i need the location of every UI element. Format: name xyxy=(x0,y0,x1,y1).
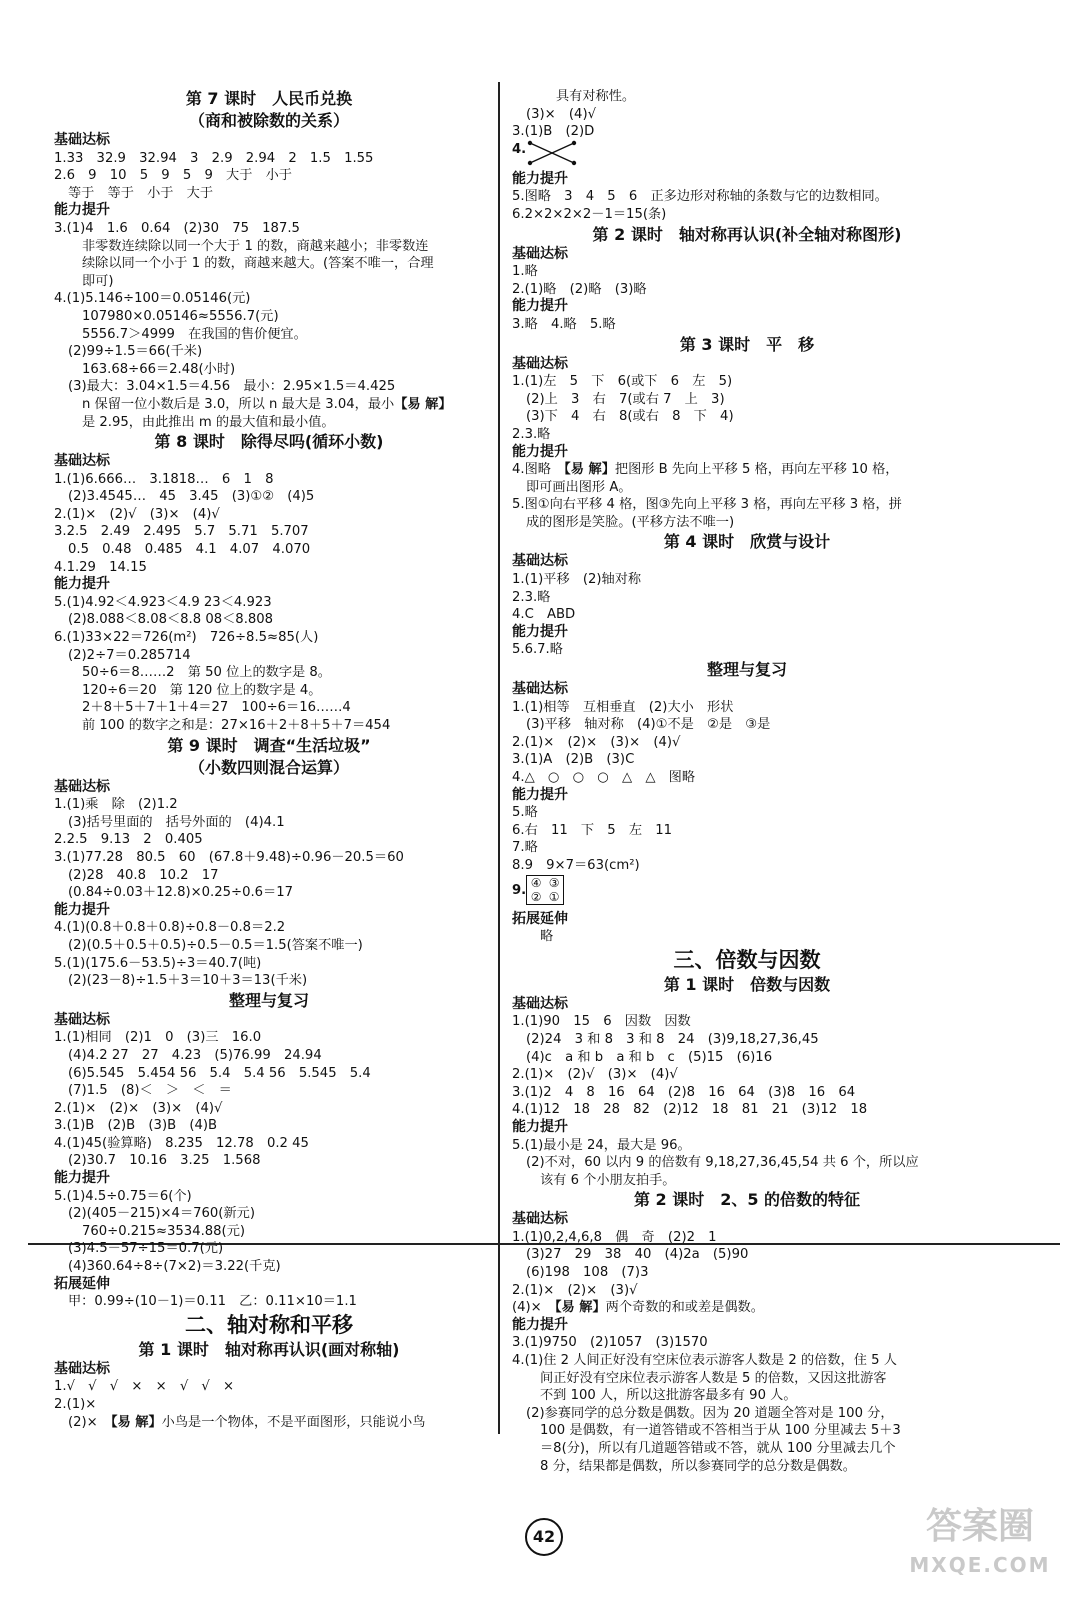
answer-line xyxy=(54,396,484,414)
tip-text: 两个奇数的和或差是偶数。 xyxy=(605,1300,764,1316)
answer-line: (2)2÷7＝0.285714 xyxy=(68,647,191,663)
answer-text: 4.图略 xyxy=(512,462,565,478)
answer-line: (2)99÷1.5＝66(千米) xyxy=(68,344,203,360)
answer-line: 1.(1)平移 (2)轴对称 xyxy=(512,572,642,588)
section-label: 能力提升 xyxy=(54,202,110,219)
answer-line: 是 2.95，由此推出 m 的最大值和最小值。 xyxy=(82,414,335,430)
answer-number: 9. xyxy=(512,882,527,898)
answer-line: 2.(1)× (2)× (3)× (4)√ xyxy=(512,734,681,750)
answer-line: 107980×0.05146≈5556.7(元) xyxy=(82,308,279,324)
answer-line: 1.(1)相等 互相垂直 (2)大小 形状 xyxy=(512,699,734,715)
tip-label: 【易 解】 xyxy=(564,462,615,478)
answer-line: 2.(1)× (2)√ (3)× (4)√ xyxy=(512,1067,678,1083)
watermark-logo xyxy=(895,1502,1065,1588)
answer-line: (3)× (4)√ xyxy=(526,106,597,122)
answer-line: 1.33 32.9 32.94 3 2.9 2.94 2 1.5 1.55 xyxy=(54,150,374,166)
answer-line: (7)1.5 (8)＜ ＞ ＜ ＝ xyxy=(68,1083,232,1099)
answer-line: 2.6 9 10 5 9 5 9 大于 小于 xyxy=(54,168,292,184)
answer-line: 2.(1)× (2)× (3)√ xyxy=(512,1282,638,1298)
answer-line: 163.68÷66＝2.48(小时) xyxy=(82,361,236,377)
section-label: 基础达标 xyxy=(512,995,568,1012)
grid-cell: ④ xyxy=(530,875,542,890)
answer-line: 5.略 xyxy=(512,805,538,821)
answer-line: (3)4.5－57÷15＝0.7(元) xyxy=(68,1241,224,1257)
grid-box xyxy=(526,875,564,905)
answer-line: 3.(1)A (2)B (3)C xyxy=(512,752,635,768)
answer-line: 1.(1)乘 除 (2)1.2 xyxy=(54,797,178,813)
answer-line: (2)参赛同学的总分数是偶数。因为 20 道题全答对是 100 分， xyxy=(526,1405,894,1421)
column-divider xyxy=(498,82,500,1434)
tip-label: 【易 解】 xyxy=(110,1414,162,1430)
matching-figure xyxy=(512,141,982,171)
answer-line: 8.9 9×7＝63(cm²) xyxy=(512,857,640,873)
section-label: 能力提升 xyxy=(54,1170,110,1187)
answer-line: 1.略 xyxy=(512,264,538,280)
answer-grid xyxy=(512,875,982,911)
section-label: 能力提升 xyxy=(54,576,110,593)
answer-line: 间正好没有空床位表示游客人数是 5 的倍数，又因这批游客 xyxy=(540,1370,887,1386)
lesson-title: 第 1 课时 轴对称再认识(画对称轴) xyxy=(138,1339,400,1359)
answer-line: 5.图①向右平移 4 格，图③先向上平移 3 格，再向左平移 3 格，拼 xyxy=(512,497,902,513)
answer-line: 前 100 的数字之和是：27×16＋2＋8＋5＋7＝454 xyxy=(82,718,391,733)
section-label: 能力提升 xyxy=(54,901,110,918)
answer-line: 1.(1)0,2,4,6,8 偶 奇 (2)2 1 xyxy=(512,1229,717,1245)
answer-line: 5.(1)最小是 24，最大是 96。 xyxy=(512,1137,691,1153)
answer-line: (4)360.64÷8÷(7×2)＝3.22(千克) xyxy=(68,1259,281,1275)
section-label: 基础达标 xyxy=(512,1211,568,1228)
answer-line: (2)(23－8)÷1.5＋3＝10＋3＝13(千米) xyxy=(68,973,308,989)
answer-line: (2)上 3 右 7(或右 7 上 3) xyxy=(526,391,725,407)
section-label: 能力提升 xyxy=(512,298,568,315)
answer-line: 甲：0.99÷(10－1)＝0.11 乙：0.11×10＝1.1 xyxy=(68,1294,357,1310)
lesson-title: 整理与复习 xyxy=(228,990,309,1010)
answer-line: 3.(1)B (2)D xyxy=(512,124,595,140)
section-label: 拓展延伸 xyxy=(512,910,568,927)
section-label: 基础达标 xyxy=(54,1360,110,1377)
answer-line: 3.2.5 2.49 2.495 5.7 5.71 5.707 xyxy=(54,524,309,540)
answer-line: 5556.7＞4999 在我国的售价便宜。 xyxy=(82,326,307,342)
answer-line: 4.(1)45(验算略) 8.235 12.78 0.2 45 xyxy=(54,1135,309,1151)
answer-line: 3.(1)2 4 8 16 64 (2)8 16 64 (3)8 16 64 xyxy=(512,1084,856,1100)
answer-line xyxy=(512,1299,982,1317)
answer-line: 1.(1)相同 (2)1 0 (3)三 16.0 xyxy=(54,1030,262,1046)
answer-line: 760÷0.215≈3534.88(元) xyxy=(82,1223,246,1239)
answer-line: 2.(1)略 (2)略 (3)略 xyxy=(512,281,647,297)
answer-line: 6.右 11 下 5 左 11 xyxy=(512,822,673,838)
answer-line: (2)30.7 10.16 3.25 1.568 xyxy=(68,1153,261,1169)
answer-line: 5.图略 3 4 5 6 正多边形对称轴的条数与它的边数相同。 xyxy=(512,189,888,205)
answer-text: (2)× xyxy=(68,1414,111,1430)
answer-line: (3)括号里面的 括号外面的 (4)4.1 xyxy=(68,814,285,830)
answer-line: 略 xyxy=(540,929,554,945)
lesson-title: （商和被除数的关系） xyxy=(188,111,349,130)
answer-line: 5.(1)4.5÷0.75＝6(个) xyxy=(54,1188,192,1204)
answer-line: 2＋8＋5＋7＋1＋4＝27 100÷6＝16……4 xyxy=(82,700,351,716)
answer-text: n 保留一位小数后是 3.0，所以 n 最大是 3.04，最小 xyxy=(82,396,395,412)
answer-line: 3.略 4.略 5.略 xyxy=(512,316,616,332)
grid-cell: ③ xyxy=(548,875,560,890)
answer-number: 4. xyxy=(512,141,527,157)
answer-line: 50÷6＝8……2 第 50 位上的数字是 8。 xyxy=(82,665,331,681)
answer-line xyxy=(54,1414,484,1432)
answer-line: (2)(405－215)×4＝760(新元) xyxy=(68,1206,255,1222)
answer-line: (4)4.2 27 27 4.23 (5)76.99 24.94 xyxy=(68,1047,322,1063)
section-label: 基础达标 xyxy=(512,245,568,262)
answer-line: 5.6.7.略 xyxy=(512,642,563,658)
section-label: 能力提升 xyxy=(512,1316,568,1333)
answer-line: (2)(0.5＋0.5＋0.5)÷0.5－0.5＝1.5(答案不唯一) xyxy=(68,937,363,953)
tip-label: 【易 解】 xyxy=(394,396,452,412)
answer-line: ＝8(分)，所以有几道题答错或不答，就从 100 分里减去几个 xyxy=(540,1441,896,1456)
answer-line: 4.(1)(0.8＋0.8＋0.8)÷0.8－0.8＝2.2 xyxy=(54,920,286,936)
answer-line: 即可) xyxy=(82,273,114,289)
answer-line: 0.5 0.48 0.485 4.1 4.07 4.070 xyxy=(68,542,311,558)
watermark-text: 答案圈 xyxy=(925,1506,1034,1547)
answer-line: (3)下 4 右 8(或右 8 下 4) xyxy=(526,409,734,425)
section-label: 基础达标 xyxy=(512,681,568,698)
answer-line: 2.(1)× (2)√ (3)× (4)√ xyxy=(54,506,220,522)
answer-line: 2.(1)× xyxy=(54,1397,97,1412)
lesson-title: 第 1 课时 倍数与因数 xyxy=(663,974,831,994)
section-label: 能力提升 xyxy=(512,786,568,803)
lesson-title: 第 3 课时 平 移 xyxy=(679,334,815,354)
lesson-title: 第 2 课时 轴对称再认识(补全轴对称图形) xyxy=(592,224,902,244)
answer-line: 2.2.5 9.13 2 0.405 xyxy=(54,832,203,848)
lesson-title: 第 4 课时 欣赏与设计 xyxy=(663,532,831,552)
answer-line: 2.3.略 xyxy=(512,589,551,605)
section-label: 能力提升 xyxy=(512,623,568,640)
answer-line: 非零数连续除以同一个大于 1 的数，商越来越小；非零数连 xyxy=(82,238,429,254)
answer-line: 该有 6 个小朋友拍手。 xyxy=(540,1172,676,1188)
answer-line: (3)平移 轴对称 (4)①不是 ②是 ③是 xyxy=(526,717,771,733)
answer-line: (2)8.088＜8.08＜8.8 08＜8.808 xyxy=(68,612,274,628)
answer-line: (3)27 29 38 40 (4)2a (5)90 xyxy=(526,1247,749,1263)
answer-line: (4)c a 和 b a 和 b c (5)15 (6)16 xyxy=(526,1049,773,1065)
answer-line: 2.3.略 xyxy=(512,426,551,442)
tip-text: 小鸟是一个物体，不是平面图形，只能说小鸟 xyxy=(161,1414,426,1430)
section-label: 基础达标 xyxy=(512,553,568,570)
answer-line: 1.(1)左 5 下 6(或下 6 左 5) xyxy=(512,374,733,390)
page-number: 42 xyxy=(525,1518,563,1556)
answer-line: 具有对称性。 xyxy=(556,89,636,104)
answer-line: 成的图形是笑脸。(平移方法不唯一) xyxy=(526,514,735,530)
answer-line: 1.(1)6.666… 3.1818… 6 1 8 xyxy=(54,471,274,487)
answer-line: (2)3.4545… 45 3.45 (3)①② (4)5 xyxy=(68,489,315,505)
lesson-title: （小数四则混合运算） xyxy=(188,757,349,777)
answer-line: 3.(1)77.28 80.5 60 (67.8＋9.48)÷0.96－20.5＝60 xyxy=(54,849,404,865)
answer-line: 即可画出图形 A。 xyxy=(526,479,632,495)
answer-line: 不到 100 人，所以这批游客最多有 90 人。 xyxy=(540,1388,797,1404)
answer-line: (2)不对，60 以内 9 的倍数有 9,18,27,36,45,54 共 6 个，所以应 xyxy=(526,1155,919,1171)
answer-line: 2.(1)× (2)× (3)× (4)√ xyxy=(54,1100,223,1116)
section-label: 基础达标 xyxy=(54,453,110,470)
answer-line: 120÷6＝20 第 120 位上的数字是 4。 xyxy=(82,682,322,698)
answer-text: (4)× xyxy=(512,1300,555,1316)
answer-line: 3.(1)B (2)B (3)B (4)B xyxy=(54,1118,218,1134)
left-column xyxy=(54,88,484,1431)
answer-line: (6)5.545 5.454 56 5.4 5.4 56 5.545 5.4 xyxy=(68,1065,371,1081)
answer-line: 4.C ABD xyxy=(512,607,576,623)
answer-line: 7.略 xyxy=(512,840,538,856)
section-label: 能力提升 xyxy=(512,170,568,187)
answer-line: 3.(1)9750 (2)1057 (3)1570 xyxy=(512,1335,708,1351)
answer-line: (3)最大：3.04×1.5＝4.56 最小：2.95×1.5＝4.425 xyxy=(68,379,396,395)
answer-line: 5.(1)4.92＜4.923＜4.9 23＜4.923 xyxy=(54,594,272,610)
answer-line: 4.△ ○ ○ ○ △ △ 图略 xyxy=(512,770,696,785)
section-label: 基础达标 xyxy=(54,1011,110,1028)
lesson-title: 整理与复习 xyxy=(706,660,787,680)
answer-line: 5.(1)(175.6－53.5)÷3＝40.7(吨) xyxy=(54,955,262,971)
answer-line: 3.(1)4 1.6 0.64 (2)30 75 187.5 xyxy=(54,220,300,236)
answer-line: 4.1.29 14.15 xyxy=(54,559,147,575)
answer-line: (2)28 40.8 10.2 17 xyxy=(68,867,219,883)
answer-line: 4.(1)5.146÷100＝0.05146(元) xyxy=(54,291,251,307)
tip-text: 把图形 B 先向上平移 5 格，再向左平移 10 格， xyxy=(614,462,899,478)
answer-line: 1.√ √ √ × × √ √ × xyxy=(54,1379,235,1395)
answer-line: 6.(1)33×22＝726(m²) 726÷8.5≈85(人) xyxy=(54,630,319,646)
unit-title: 二、轴对称和平移 xyxy=(185,1312,353,1337)
answer-line: 4.(1)住 2 人间正好没有空床位表示游客人数是 2 的倍数，住 5 人 xyxy=(512,1353,897,1369)
answer-line: 等于 等于 小于 大于 xyxy=(68,185,214,201)
answer-line: 100 是偶数，有一道答错或不答相当于从 100 分里减去 5＋3 xyxy=(540,1423,901,1439)
section-label: 基础达标 xyxy=(512,355,568,372)
answer-line: 6.2×2×2×2－1＝15(条) xyxy=(512,206,667,222)
lesson-title: 第 8 课时 除得尽吗(循环小数) xyxy=(154,432,384,452)
answer-line: (2)24 3 和 8 3 和 8 24 (3)9,18,27,36,45 xyxy=(526,1031,819,1047)
unit-title: 三、倍数与因数 xyxy=(673,947,821,972)
tip-label: 【易 解】 xyxy=(554,1300,606,1316)
right-column xyxy=(512,88,982,1475)
lesson-title: 第 2 课时 2、5 的倍数的特征 xyxy=(633,1190,861,1210)
section-label: 基础达标 xyxy=(54,778,110,795)
answer-line: 8 分，结果都是偶数，所以参赛同学的总分数是偶数。 xyxy=(540,1458,856,1474)
grid-cell: ① xyxy=(548,889,560,904)
section-label: 基础达标 xyxy=(54,132,110,148)
answer-line: 4.(1)12 18 28 82 (2)12 18 81 21 (3)12 18 xyxy=(512,1102,868,1118)
lesson-title: 第 7 课时 人民币兑换 xyxy=(185,89,353,108)
answer-line: (6)198 108 (7)3 xyxy=(526,1265,649,1281)
section-label: 能力提升 xyxy=(512,443,568,460)
answer-line xyxy=(512,461,982,479)
answer-line: 1.(1)90 15 6 因数 因数 xyxy=(512,1014,691,1030)
watermark-url: MXQE.COM xyxy=(909,1553,1051,1577)
section-label: 能力提升 xyxy=(512,1118,568,1135)
answer-line: 续除以同一个小于 1 的数，商越来越大。(答案不唯一，合理 xyxy=(82,256,434,272)
section-label: 拓展延伸 xyxy=(54,1275,110,1292)
answer-line: (0.84÷0.03＋12.8)×0.25÷0.6＝17 xyxy=(68,885,294,901)
grid-cell: ② xyxy=(530,889,542,904)
lesson-title: 第 9 课时 调查“生活垃圾” xyxy=(167,735,371,755)
